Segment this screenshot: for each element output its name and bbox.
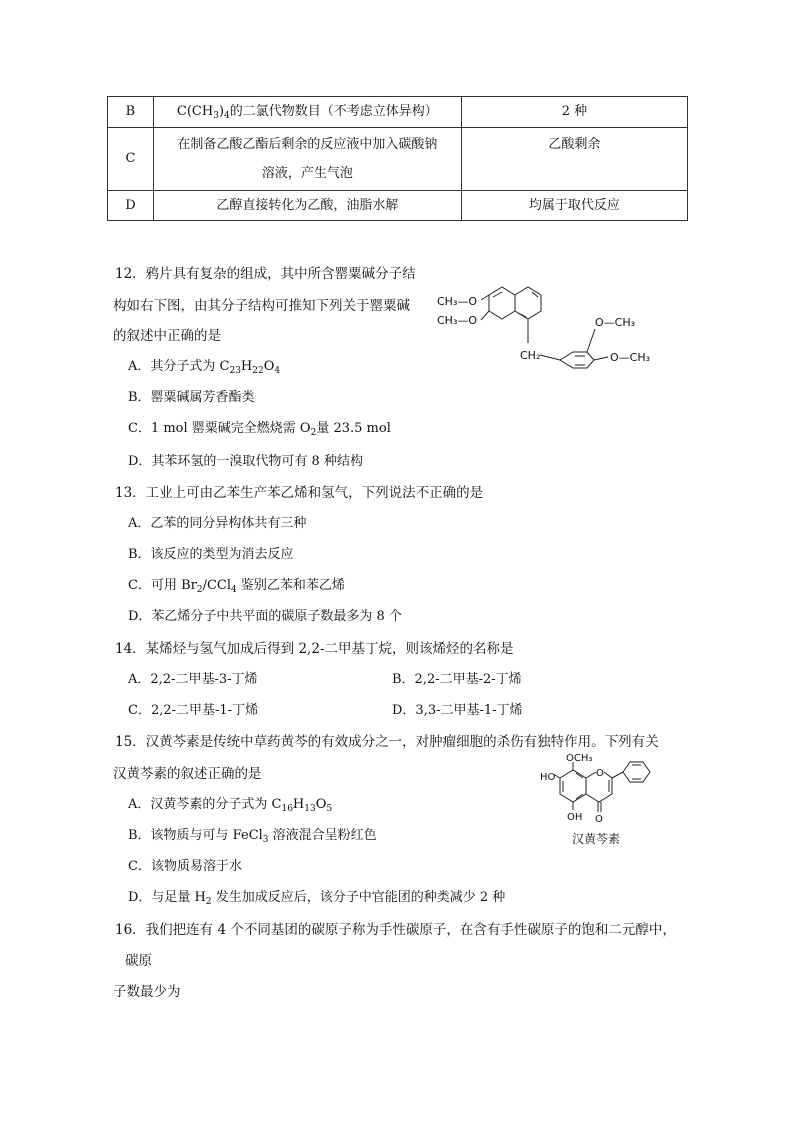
ch3o-label-1: CH₃—O: [437, 295, 478, 308]
options-table: [107, 96, 688, 221]
q14-option-c: C．2,2-二甲基-1-丁烯: [128, 703, 259, 718]
q13-option-b: B．该反应的类型为消去反应: [128, 547, 294, 562]
q16-stem-line3: 子数最少为: [113, 984, 181, 1000]
q14-stem: 14．某烯烃与氢气加成后得到 2,2-二甲基丁烷，则该烯烃的名称是: [115, 641, 514, 657]
table-row: [108, 191, 688, 221]
q15-option-a: A．汉黄芩素的分子式为 $C_{16}H_{13}O_5$: [128, 797, 333, 814]
q14-option-b: B．2,2-二甲基-2-丁烯: [392, 672, 522, 687]
q16-stem-line2: 碳原: [125, 953, 152, 969]
row-label: B: [108, 97, 154, 128]
q15-stem-line2: 汉黄芩素的叙述正确的是: [113, 766, 262, 782]
row-result: 乙酸剩余: [461, 128, 687, 191]
papaverine-structure-figure: [432, 285, 677, 370]
table-row: [108, 97, 688, 128]
o-ch3-label-1: O—CH₃: [595, 316, 636, 329]
q16-stem-line1: 16．我们把连有 4 个不同基团的碳原子称为手性碳原子，在含有手性碳原子的饱和二元醇中，: [115, 922, 676, 938]
q13-option-c: C．可用 $Br_2/CCl_4$ 鉴别乙苯和苯乙烯: [128, 578, 345, 595]
oh-label: OH: [567, 812, 583, 823]
q12-option-c: C．1 mol 罂粟碱完全燃烧需 $O_2$量 23.5 mol: [128, 421, 391, 438]
q13-option-a: A．乙苯的同分异构体共有三种: [128, 516, 307, 531]
row-statement: $C(CH_3)_4$的二氯代物数目（不考虑立体异构）: [153, 97, 461, 128]
q15-stem-line1: 15．汉黄芩素是传统中草药黄芩的有效成分之一，对肿瘤细胞的杀伤有独特作用。下列有关: [115, 734, 659, 750]
row-statement: 乙醇直接转化为乙酸，油脂水解: [153, 191, 461, 221]
q12-option-d: D．其苯环氢的一溴取代物可有 8 种结构: [128, 454, 363, 469]
q14-option-a: A．2,2-二甲基-3-丁烯: [128, 672, 258, 687]
q12-stem-line1: 12．鸦片具有复杂的组成，其中所含罂粟碱分子结: [115, 266, 416, 282]
row-statement: 在制备乙酸乙酯后剩余的反应液中加入碳酸钠 溶液，产生气泡: [153, 128, 461, 191]
ketone-oxygen-label: O: [595, 814, 603, 825]
q15-option-c: C．该物质易溶于水: [128, 859, 242, 874]
q12-option-a: A．其分子式为 $C_{23}H_{22}O_4$: [128, 359, 281, 376]
row-label: C: [108, 128, 154, 191]
ring-oxygen-label: O: [596, 768, 604, 779]
q14-option-d: D．3,3-二甲基-1-丁烯: [392, 703, 523, 718]
q12-option-b: B．罂粟碱属芳香酯类: [128, 390, 255, 405]
row-result: 均属于取代反应: [461, 191, 687, 221]
table-row: [108, 128, 688, 191]
q15-option-d: D．与足量 $H_2$ 发生加成反应后，该分子中官能团的种类减少 2 种: [128, 890, 506, 907]
wogonin-structure-figure: [540, 752, 670, 850]
och3-label: OCH₃: [566, 753, 593, 764]
ho-label: HO: [540, 772, 556, 783]
q12-stem-line3: 的叙述中正确的是: [113, 328, 221, 344]
wogonin-caption: 汉黄芩素: [572, 832, 621, 846]
o-ch3-label-2: O—CH₃: [610, 351, 651, 364]
q15-option-b: B．该物质与可与 FeCl$_3$ 溶液混合呈粉红色: [128, 828, 377, 845]
q13-stem: 13．工业上可由乙苯生产苯乙烯和氢气，下列说法不正确的是: [115, 485, 484, 501]
q13-option-d: D．苯乙烯分子中共平面的碳原子数最多为 8 个: [128, 609, 402, 624]
row-result: 2 种: [461, 97, 687, 128]
ch3o-label-2: CH₃—O: [437, 314, 478, 327]
q12-stem-line2: 构如右下图，由其分子结构可推知下列关于罂粟碱: [113, 298, 410, 314]
row-label: D: [108, 191, 154, 221]
ch2-label: CH₂: [520, 349, 541, 362]
